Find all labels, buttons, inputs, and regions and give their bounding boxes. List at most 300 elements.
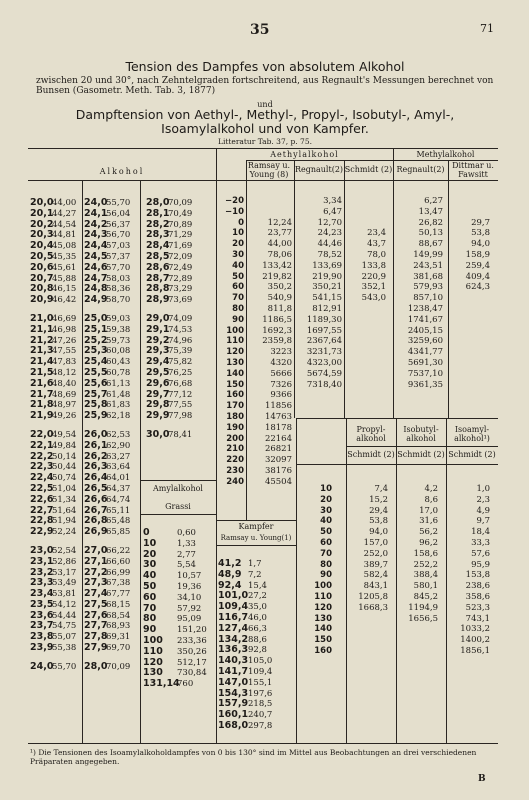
methyl-regnault-value: 26,82 [418,217,443,228]
temperature: 24,6 [84,261,108,273]
kampfer-row [218,634,272,645]
temperature: 30,0 [146,428,170,440]
kampfer-row [218,698,272,709]
isobutyl-value: 56,2 [419,527,438,538]
pressure: 51,34 [52,494,77,505]
alkohol-row [146,325,192,336]
temperature: 21,7 [30,388,54,400]
amyl-rule [140,514,216,515]
aethyl-schmidt-value [346,380,386,391]
pressure: 55,38 [52,643,77,654]
temperature: 23,4 [30,588,54,600]
aethyl-temp: 50 [232,271,244,282]
isoamyl-value: 57,6 [471,548,490,559]
aethyl-temp: 160 [226,390,244,401]
aethyl-title: Aethylalkohol [270,150,339,159]
pressure: 50,14 [52,451,77,462]
propyl-temp: 90 [320,570,332,581]
temperature: 25,7 [84,388,108,400]
aethyl-regnault-value: 219,90 [312,271,342,282]
isoamyl-h: Isoamyl-alkohol¹) [454,425,490,443]
pressure: 76,25 [168,367,193,378]
title-alkohol: Tension des Dampfes von absolutem Alkohol [125,59,405,74]
methyl-h2: Dittmar u. Fawsitt [452,161,494,179]
rule-mid [216,148,217,743]
aethyl-schmidt-value: 23,4 [367,228,386,239]
kampfer-row [218,655,272,666]
alkohol-row [146,379,192,390]
temperature: 20,3 [30,229,54,241]
aethyl-temp: 40 [232,260,244,271]
aethyl-schmidt-value: 352,1 [361,282,386,293]
temperature: 90 [143,624,157,636]
pressure: 61,48 [106,389,131,400]
kampfer-row [218,709,272,720]
pressure: 53,17 [52,567,77,578]
methyl-regnault-value: 3259,60 [407,336,443,347]
temperature: 92,4 [218,579,242,591]
pressure: 56,37 [106,219,131,230]
alkohol-row [84,325,130,336]
aethyl-regnault-value: 4323,00 [306,357,342,368]
pressure: 64,74 [106,494,131,505]
pressure: 15,4 [248,580,267,591]
propyl-value [348,624,388,635]
methyl-regnault [395,196,443,390]
aethyl-ramsay-value: 45504 [264,476,292,487]
temperature: 25,2 [84,334,108,346]
rule-bottom [28,743,498,744]
aethyl-regnault-value [296,466,342,477]
isobutyl-value: 580,1 [413,581,438,592]
pressure: 67,38 [106,578,131,589]
temperature: 130 [143,667,163,679]
alkohol-row [84,662,130,673]
temperature: 70 [143,602,157,614]
aethyl-schmidt-value [346,218,386,229]
methyl-regnault-value: 88,67 [418,239,443,250]
pressure: 57,70 [106,262,131,273]
temperature: 28,1 [146,207,170,219]
pressure: 59,73 [106,335,131,346]
pressure: 55,70 [106,198,131,208]
aethyl-temp: 150 [226,379,244,390]
alkohol-title: Alkohol [99,167,145,176]
pressure: 72,89 [168,273,193,284]
pressure: 60,08 [106,346,131,357]
propyl-value: 1668,3 [358,602,388,613]
pressure: 88,6 [248,634,267,645]
pressure: 60,43 [106,357,131,368]
pressure: 350,26 [177,646,207,657]
alkohol-row [84,441,130,452]
isobutyl-value: 158,6 [413,548,438,559]
aethyl-ramsay-value: 26821 [264,444,292,455]
rule-top [28,148,498,149]
temperature: 29,1 [146,323,170,335]
methyl-dittmar-value: 624,3 [465,282,490,293]
methyl-dittmar-value: 53,8 [471,228,490,239]
temperature: 0 [143,527,150,538]
aethyl-temp: −10 [225,206,244,217]
aethyl-regnault-value [296,390,342,401]
pressure: 65,85 [106,527,131,538]
propyl-sep-2 [396,418,397,743]
aethyl-ramsay-value: 38176 [264,465,292,476]
pressure: 45,61 [52,262,77,273]
propyl-temp: 30 [320,505,332,516]
pressure: 54,75 [52,621,77,632]
alkohol-row [146,430,192,441]
temperature: 25,6 [84,377,108,389]
aethyl-schmidt-value [346,196,386,207]
temperature: 21,8 [30,399,54,411]
aethyl-ramsay-value: 11856 [264,401,292,412]
pressure: 49,54 [52,429,77,440]
pressure: 47,26 [52,335,77,346]
methyl-dittmar-value [450,196,490,207]
pressure: 77,98 [168,411,193,422]
temperature: 28,7 [146,272,170,284]
pressure: 70,89 [168,219,193,230]
aethyl-temp: 140 [226,368,244,379]
pressure: 48,97 [52,400,77,411]
aethyl-ramsay-value: 1692,3 [262,325,292,336]
temperature: 20,2 [30,218,54,230]
aethyl-ramsay-value: 23,77 [267,228,292,239]
temperature: 109,4 [218,601,249,613]
alkohol-col-1 [30,198,76,681]
temperature: 20,9 [30,294,54,306]
temperature: 20,8 [30,283,54,295]
aethyl-schmidt-value: 220,9 [361,271,386,282]
temperature: 136,3 [218,644,249,656]
pressure: 1,33 [177,538,196,549]
temperature: 28,0 [146,197,170,208]
pressure: 74,09 [168,313,193,324]
temperature: 27,3 [84,577,108,589]
pressure: 50,44 [52,462,77,473]
pressure: 233,36 [177,635,207,646]
aethyl-schmidt-value [346,207,386,218]
isobutyl-src: Schmidt (2) [397,450,445,459]
temperature: 22,4 [30,472,54,484]
aethyl-temp: 240 [226,476,244,487]
propyl-value: 389,7 [363,559,388,570]
propyl-rule-top [296,418,498,419]
isoamyl-value: 1400,2 [460,635,490,646]
temperature: 25,1 [84,323,108,335]
isoamyl-value: 18,4 [471,527,490,538]
pressure: 56,04 [106,208,131,219]
temperature: 24,0 [84,197,108,208]
aethyl-regnault-value: 133,69 [312,260,342,271]
pressure: 151,20 [177,625,207,636]
temperature: 26,8 [84,515,108,527]
kampfer-row [218,623,272,634]
aethyl-ramsay-value: 78,06 [267,249,292,260]
isobutyl-value: 1656,5 [408,613,438,624]
pressure: 218,5 [248,699,273,710]
pressure: 51,94 [52,516,77,527]
kampfer-row [218,601,272,612]
methyl-regnault-value: 857,10 [413,293,443,304]
aethyl-ramsay-value: 1186,5 [262,314,292,325]
temperature: 20,1 [30,207,54,219]
pressure: 47,83 [52,357,77,368]
aethyl-ramsay-value: 811,8 [267,303,292,314]
pressure: 69,70 [106,643,131,654]
propyl-value: 252,0 [363,548,388,559]
aethyl-regnault-value: 12,70 [317,217,342,228]
pressure: 62,53 [106,429,131,440]
pressure: 7,2 [248,569,262,580]
alkohol-row [84,263,130,274]
pressure: 70,09 [168,198,193,208]
pressure: 73,29 [168,284,193,295]
temperature: 29,9 [146,410,170,422]
aethyl-rule-2 [216,180,498,181]
temperature: 134,2 [218,633,249,645]
temperature: 22,8 [30,515,54,527]
pressure: 52,24 [52,527,77,538]
temperature: 24,7 [84,272,108,284]
temperature: 50 [143,580,157,592]
pressure: 62,18 [106,411,131,422]
propyl-temp: 130 [314,613,332,624]
pressure: 70,49 [168,208,193,219]
aethyl-regnault-value: 3231,73 [306,347,342,358]
alkohol-row [30,295,76,306]
temperature: 27,7 [84,620,108,632]
temperature: 20,7 [30,272,54,284]
propyl-value: 7,4 [374,484,388,494]
isoamyl-values [448,484,490,657]
methyl-regnault-value: 243,51 [413,260,443,271]
alkohol-row [30,209,76,220]
temperature: 30 [143,559,157,571]
aethyl-temp: 210 [226,444,244,455]
propyl-temp: 100 [314,581,332,592]
propyl-temp: 160 [314,645,332,656]
aethyl-schmidt-value [346,401,386,412]
aethyl-temp: 170 [226,401,244,412]
alkohol-sep-1 [82,181,83,743]
pressure: 59,38 [106,324,131,335]
pressure: 56,70 [106,230,131,241]
temperature: 29,6 [146,377,170,389]
pressure: 68,54 [106,610,131,621]
alkohol-row [84,557,130,568]
temperature: 157,9 [218,698,249,710]
pressure: 512,17 [177,657,207,668]
alkohol-row [30,441,76,452]
temperature: 116,7 [218,611,249,623]
temperature: 40 [143,570,157,582]
temperature: 23,7 [30,620,54,632]
aethyl-temp: −20 [225,196,244,206]
aethyl-schmidt-value: 43,7 [367,239,386,250]
temperature: 29,0 [146,312,170,324]
temperature: 27,8 [84,631,108,643]
isoamyl-value: 358,6 [465,591,490,602]
propyl-sep-1 [346,418,347,743]
pressure: 109,4 [248,666,273,677]
pressure: 46,98 [52,324,77,335]
isoamyl-value: 95,9 [471,559,490,570]
alkohol-row [84,527,130,538]
isobutyl-value: 31,6 [419,516,438,527]
alkohol-row [84,411,130,422]
temperature: 27,1 [84,555,108,567]
methyl-sep [448,160,449,418]
temperature: 24,0 [30,660,54,672]
temperature: 26,3 [84,461,108,473]
pressure: 49,26 [52,411,77,422]
aethyl-regnault-value [296,444,342,455]
propyl-temps [298,484,332,657]
pressure: 44,00 [52,198,77,208]
aethyl-ramsay-value: 540,9 [267,293,292,304]
methyl-dittmar-value: 158,9 [465,249,490,260]
propyl-temp: 10 [320,484,332,494]
temperature: 22,2 [30,450,54,462]
propyl-h: Propyl-alkohol [356,425,386,443]
pressure: 155,1 [248,677,273,688]
propyl-values [348,484,388,657]
pressure: 92,8 [248,645,267,656]
temperature: 20,6 [30,261,54,273]
page-number-right: 71 [480,22,494,35]
propyl-sep-left [296,418,297,743]
isobutyl-values [398,484,438,657]
aethyl-temp: 110 [226,336,244,347]
methyl-regnault-value: 9361,35 [407,379,443,390]
aethyl-temp: 20 [232,239,244,250]
pressure: 730,84 [177,668,207,679]
temperature: 21,9 [30,410,54,422]
kampfer-row [218,558,272,569]
isobutyl-value [398,635,438,646]
pressure: 0,60 [177,528,196,538]
propyl-temp: 120 [314,602,332,613]
aethyl-schmidt-value [346,369,386,380]
temperature: 29,8 [146,399,170,411]
pressure: 76,68 [168,378,193,389]
temperature: 25,9 [84,410,108,422]
temperature: 28,9 [146,294,170,306]
und-text: und [257,100,273,109]
temperature: 24,2 [84,218,108,230]
pressure: 44,54 [52,219,77,230]
aethyl-sep-2 [294,160,295,418]
temperature: 23,9 [30,642,54,654]
pressure: 55,70 [52,661,77,672]
pressure: 63,27 [106,451,131,462]
isobutyl-value: 8,6 [424,494,438,505]
literature-ref: Litteratur Tab. 37, p. 75. [218,137,312,146]
methyl-regnault-value: 13,47 [418,206,443,217]
propyl-value: 843,1 [363,581,388,592]
pressure: 45,35 [52,251,77,262]
temperature: 21,0 [30,312,54,324]
alkohol-row [84,209,130,220]
pressure: 34,10 [177,592,202,603]
aethyl-temp: 0 [238,217,244,228]
pressure: 760 [177,679,194,690]
amyl-row [143,647,207,658]
temperature: 80 [143,613,157,625]
temperature: 101,0 [218,590,249,602]
methyl-regnault-value: 6,27 [424,196,443,206]
aethyl-h1: Ramsay u. Young (8) [247,161,291,179]
methyl-title: Methylalkohol [416,150,475,159]
methyl-dittmar-value: 29,7 [471,217,490,228]
temperature: 24,1 [84,207,108,219]
pressure: 49,84 [52,440,77,451]
propyl-value: 1205,8 [358,591,388,602]
aethyl-ramsay-value: 9366 [270,390,292,401]
aethyl-h3: Schmidt (2) [344,165,393,174]
pressure: 75,82 [168,357,193,368]
aethyl-regnault [296,196,342,488]
propyl-temp: 60 [320,537,332,548]
pressure: 51,64 [52,505,77,516]
kampfer-row [218,688,272,699]
methyl-regnault-value: 149,99 [413,249,443,260]
pressure: 74,96 [168,335,193,346]
kampfer-row [218,720,272,731]
aethyl-ramsay-value: 133,42 [262,260,292,271]
propyl-rule-2 [346,446,498,447]
methyl-regnault-value: 4341,77 [407,347,443,358]
aethyl-schmidt-value [346,326,386,337]
pressure: 45,08 [52,241,77,252]
alkohol-row [30,527,76,538]
pressure: 58,70 [106,295,131,306]
temperature: 25,5 [84,366,108,378]
propyl-value [348,614,388,625]
isoamyl-value: 4,9 [476,505,490,516]
pressure: 68,93 [106,621,131,632]
aethyl-ramsay [248,196,292,488]
pressure: 48,40 [52,378,77,389]
methyl-regnault-value: 2405,15 [407,325,443,336]
pressure: 45,88 [52,273,77,284]
kampfer-title: Kampfer [238,522,274,531]
pressure: 71,69 [168,241,193,252]
pressure: 67,77 [106,589,131,600]
aethyl-regnault-value [296,423,342,434]
kampfer-row [218,569,272,580]
temperature: 20,5 [30,250,54,262]
temperature: 27,6 [84,609,108,621]
temperature: 28,2 [146,218,170,230]
propyl-temp: 50 [320,527,332,538]
temperature: 21,2 [30,334,54,346]
isobutyl-value: 252,2 [413,559,438,570]
amyl-row [143,593,207,604]
kampfer-values [218,558,272,731]
temperature: 20,4 [30,240,54,252]
pressure: 19,36 [177,581,202,592]
temperature: 25,3 [84,345,108,357]
aethyl-regnault-value: 78,52 [317,249,342,260]
aethyl-regnault-value [296,434,342,445]
pressure: 53,49 [52,578,77,589]
temperature: 21,6 [30,377,54,389]
pressure: 44,27 [52,208,77,219]
